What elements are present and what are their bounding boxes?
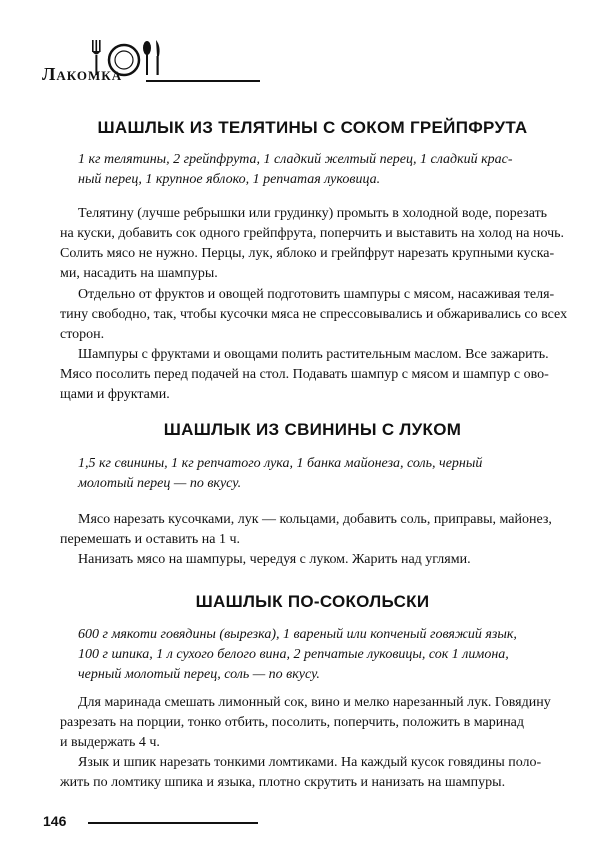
text-line: Мясо посолить перед подачей на стол. Подавать шампур с мясом и шампур с ово-: [60, 367, 549, 382]
paragraph: [60, 550, 565, 570]
footer-rule: [88, 822, 258, 824]
recipe-title: ШАШЛЫК ИЗ ТЕЛЯТИНЫ С СОКОМ ГРЕЙПФРУТА: [97, 118, 528, 137]
text-line: тину свободно, так, чтобы кусочки мяса не спрессовывались и обжаривались со всех: [60, 307, 568, 322]
ingredients-line: 1,5 кг свинины, 1 кг репчатого лука, 1 банка майонеза, соль, черный: [78, 456, 483, 471]
text-line: на куски, добавить сок одного грейпфрута, поперчить и выставить на холод на ночь.: [60, 226, 565, 241]
ingredients-line: 600 г мякоти говядины (вырезка), 1 вареный или копченый говяжий язык,: [78, 627, 517, 642]
text-line: Нанизать мясо на шампуры, чередуя с луком. Жарить над углями.: [78, 552, 471, 567]
text-line: сторон.: [60, 327, 105, 342]
text-line: Язык и шпик нарезать тонкими ломтиками. На каждый кусок говядины поло-: [78, 755, 542, 770]
header-title: Лакомка: [42, 64, 123, 84]
text-line: перемешать и оставить на 1 ч.: [60, 532, 241, 547]
running-header: [40, 38, 230, 86]
text-line: Для маринада смешать лимонный сок, вино и мелко нарезанный лук. Говядину: [78, 695, 551, 710]
ingredients-line: ный перец, 1 крупное яблоко, 1 репчатая луковица.: [78, 172, 381, 187]
ingredients-line: молотый перец — по вкусу.: [78, 476, 242, 491]
recipe-title: ШАШЛЫК ИЗ СВИНИНЫ С ЛУКОМ: [163, 420, 462, 439]
text-line: Солить мясо не нужно. Перцы, лук, яблоко и грейпфрут нарезать крупными куска-: [60, 246, 555, 261]
ingredients-line: 1 кг телятины, 2 грейпфрута, 1 сладкий желтый перец, 1 сладкий крас-: [78, 152, 513, 167]
ingredients-line: черный молотый перец, соль — по вкусу.: [78, 667, 320, 682]
paragraph: [60, 693, 565, 753]
ingredients: [78, 150, 538, 190]
text-line: Отдельно от фруктов и овощей подготовить шампуры с мясом, насаживая теля-: [78, 287, 555, 302]
ingredients-line: 100 г шпика, 1 л сухого белого вина, 2 репчатые луковицы, сок 1 лимона,: [78, 647, 509, 662]
text-line: Мясо нарезать кусочками, лук — кольцами, добавить соль, приправы, майонез,: [78, 512, 552, 527]
text-line: ми, насадить на шампуры.: [60, 266, 218, 281]
header-rule: [146, 80, 260, 82]
text-line: Телятину (лучше ребрышки или грудинку) промыть в холодной воде, порезать: [78, 206, 548, 221]
paragraph: [60, 510, 565, 550]
page-number: 146: [43, 813, 67, 829]
paragraph: [60, 345, 565, 405]
text-line: щами и фруктами.: [60, 387, 170, 402]
text-line: Шампуры с фруктами и овощами полить растительным маслом. Все зажарить.: [78, 347, 549, 362]
ingredients: [78, 625, 538, 685]
text-line: и выдержать 4 ч.: [60, 735, 160, 750]
paragraph: [60, 753, 565, 793]
paragraph: [60, 204, 565, 284]
paragraph: [60, 285, 568, 345]
recipe-title: ШАШЛЫК ПО-СОКОЛЬСКИ: [195, 592, 430, 611]
text-line: жить по ломтику шпика и языка, плотно скрутить и нанизать на шампуры.: [60, 775, 506, 790]
ingredients: [78, 454, 538, 494]
text-line: разрезать на порции, тонко отбить, посолить, поперчить, положить в маринад: [60, 715, 525, 730]
